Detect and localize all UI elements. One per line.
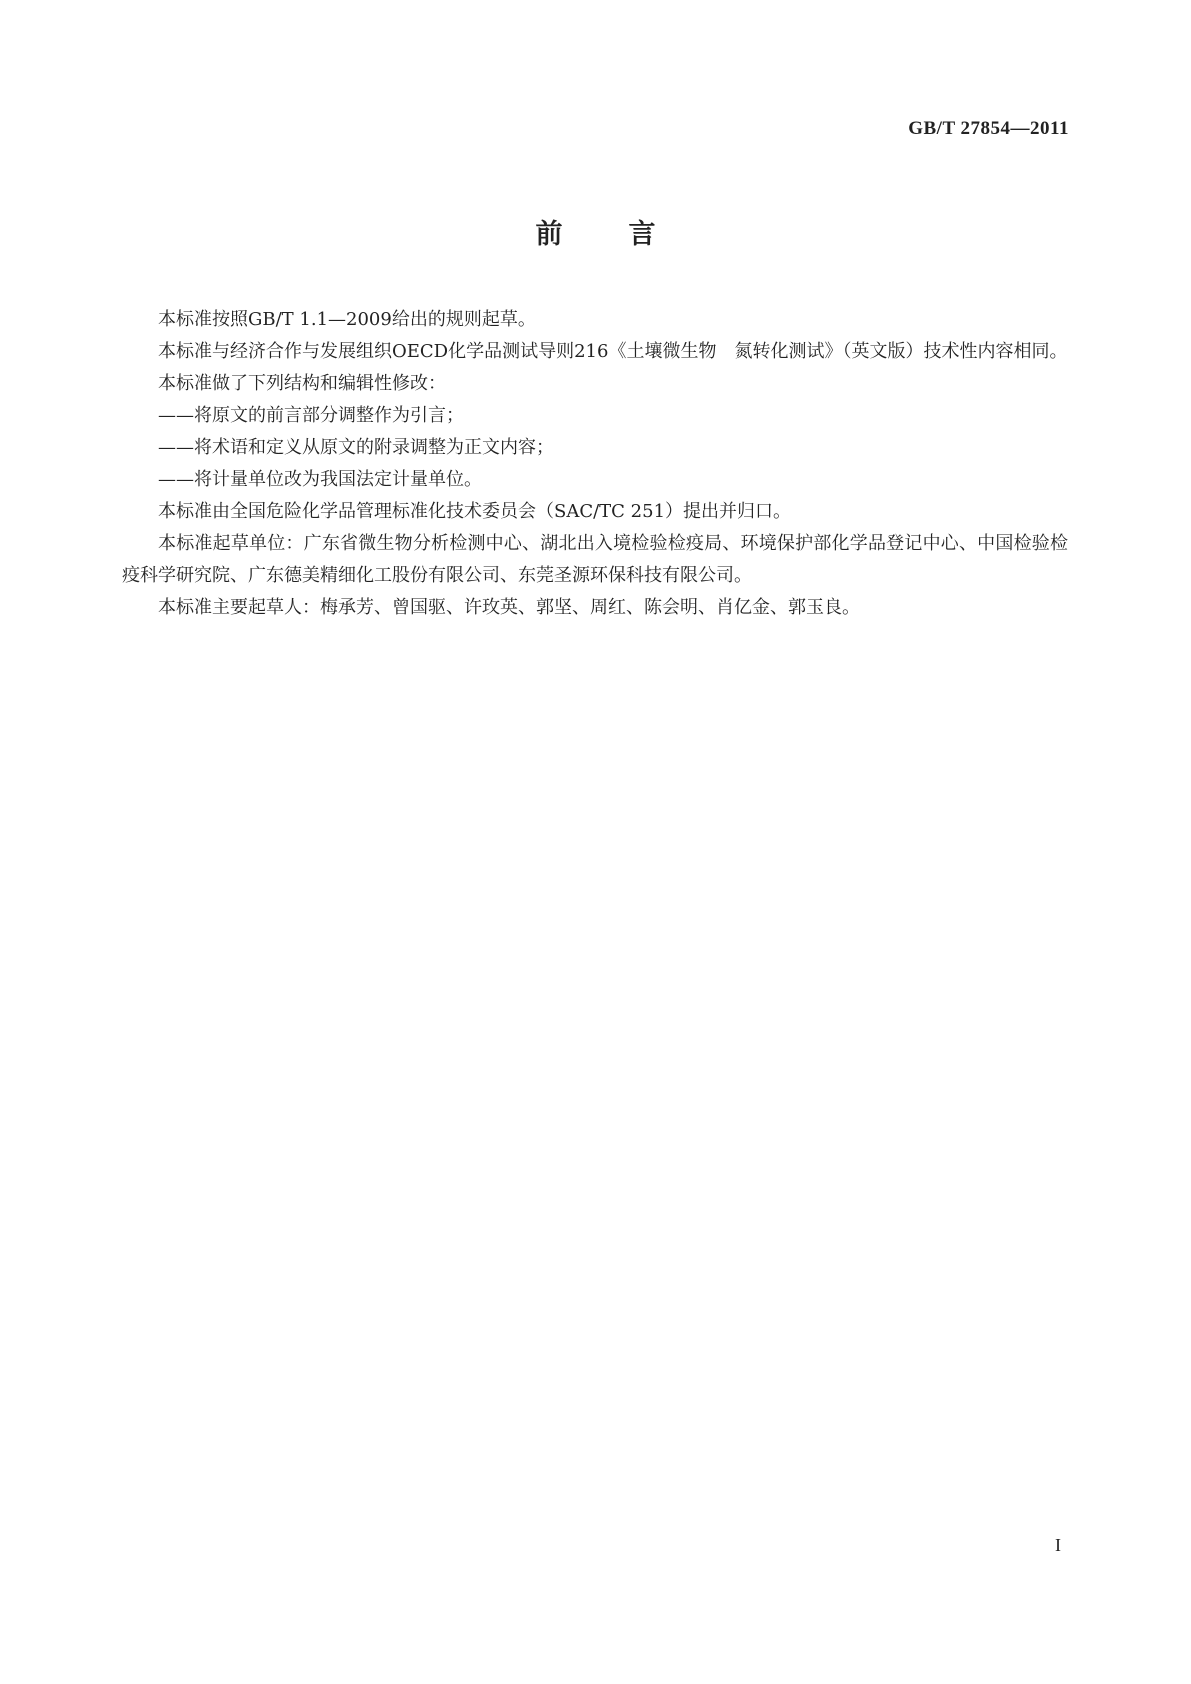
paragraph: 本标准按照GB/T 1.1—2009给出的规则起草。 bbox=[158, 309, 536, 330]
list-item: ——将计量单位改为我国法定计量单位。 bbox=[158, 469, 482, 490]
standard-number: GB/T 27854—2011 bbox=[908, 118, 1069, 139]
list-item: ——将原文的前言部分调整作为引言； bbox=[158, 405, 464, 426]
paragraph: 本标准由全国危险化学品管理标准化技术委员会（SAC/TC 251）提出并归口。 bbox=[158, 501, 792, 522]
page-number: I bbox=[1055, 1535, 1061, 1555]
document-body bbox=[122, 304, 1068, 624]
section-title: 前言 bbox=[535, 219, 722, 250]
list-item: ——将术语和定义从原文的附录调整为正文内容； bbox=[158, 437, 554, 458]
paragraph: 本标准做了下列结构和编辑性修改： bbox=[158, 373, 446, 394]
paragraph: 本标准与经济合作与发展组织OECD化学品测试导则216《土壤微生物 氮转化测试》（英文版）技术性内容相同。 bbox=[158, 341, 1068, 362]
paragraph: 本标准起草单位：广东省微生物分析检测中心、湖北出入境检验检疫局、环境保护部化学品登记中心、中国检验检疫科学研究院、广东德美精细化工股份有限公司、东莞圣源环保科技有限公司。 bbox=[122, 533, 1068, 586]
paragraph: 本标准主要起草人：梅承芳、曾国驱、许玫英、郭坚、周红、陈会明、肖亿金、郭玉良。 bbox=[158, 597, 860, 618]
